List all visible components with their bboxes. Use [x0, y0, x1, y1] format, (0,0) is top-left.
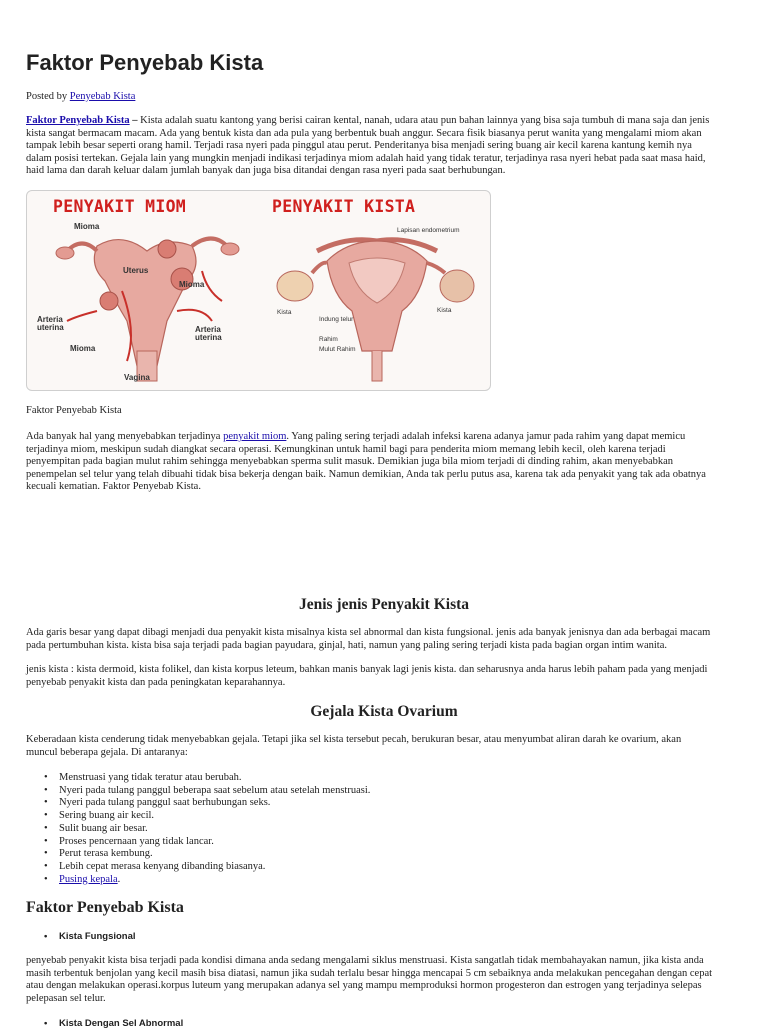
- label-endometrium: Lapisan endometrium: [397, 227, 460, 234]
- para2-start: Ada banyak hal yang menyebabkan terjadinya: [26, 431, 224, 442]
- label-kista-left: Kista: [277, 309, 292, 316]
- miom-uterus-drawing: [56, 239, 239, 382]
- paragraph-line: muncul beberapa gejala. Di antaranya:: [26, 746, 188, 758]
- heading-jenis: Jenis jenis Penyakit Kista: [298, 596, 470, 613]
- list-item: • Lebih cepat merasa kenyang dibanding biasanya.: [26, 861, 726, 874]
- list-item-kista-sel-abnormal: • Kista Dengan Sel Abnormal: [26, 1018, 726, 1031]
- label-rahim: Rahim: [319, 336, 338, 343]
- post-meta: [26, 91, 135, 104]
- faktor-list-2: [26, 1018, 726, 1031]
- label-mulut-rahim: Mulut Rahim: [319, 346, 356, 353]
- intro-dash: –: [129, 115, 141, 126]
- list-item: • Sulit buang air besar.: [26, 823, 726, 836]
- intro-line: haid lama dan darah keluar dalam jumlah banyak dan juga bisa ditandai dengan rasa nyeri pada saat berhubungan.: [26, 165, 506, 177]
- paragraph-line: terjadinya miom, meskipun sudah diangkat secara operasi. Kemungkinan untuk hamil bagi para penderita miom memang lebih kecil, oleh karena terjadi: [26, 443, 666, 455]
- paragraph-line: Ada garis besar yang dapat dibagi menjadi dua penyakit kista misalnya kista sel abnormal dan kista fungsional. jenis ada banyak jenisnya dan ada berbagai macam: [26, 627, 711, 638]
- list-item: • Perut terasa kembung.: [26, 848, 726, 861]
- paragraph-miom: [26, 431, 766, 494]
- list-item-suffix: .: [117, 873, 121, 885]
- paragraph-line: masih terbentuk benjolan yang kecil masih bisa diatasi, namun jika sudah terlalu besar hingga mencapai 5 cm sebaiknya anda melakukan pencegahan dengan cepat: [26, 967, 713, 979]
- intro-line: tampak lebih besar seperti orang hamil. Terjadi rasa nyeri pada pinggul atau perut. Penderitanya bisa menjadi sering buang air kecil karena kantung kemih nya: [26, 140, 692, 152]
- label-kista-right: Kista: [437, 307, 452, 314]
- list-item: [26, 874, 726, 887]
- pusing-kepala-link[interactable]: Pusing kepala: [59, 873, 118, 885]
- figure-caption: Faktor Penyebab Kista: [26, 405, 122, 416]
- paragraph-line: jenis kista : kista dermoid, kista folikel, dan kista korpus leteum, bahkan manis banyak lagi jenis kista. dan seharusnya anda harus lebih paham pada yang menjadi: [26, 664, 708, 675]
- list-item: • Nyeri pada tulang panggul saat berhubungan seks.: [26, 797, 726, 810]
- para2-line1-rest: . Yang paling sering terjadi adalah infeksi karena adanya jamur pada rahim yang dapat memicu: [286, 431, 686, 442]
- page-title: Faktor Penyebab Kista: [26, 50, 264, 75]
- label-arteria-left: Arteria uterina: [37, 315, 64, 332]
- list-item: • Sering buang air kecil.: [26, 810, 726, 823]
- label-mioma-top: Mioma: [74, 222, 100, 231]
- penyakit-miom-link[interactable]: penyakit miom: [223, 431, 287, 442]
- uterus-illustration: [26, 190, 491, 391]
- figure-title-miom: PENYAKIT MIOM: [53, 197, 187, 216]
- posted-by-label: Posted by: [26, 91, 70, 102]
- uterus-diagram-svg: [27, 191, 490, 390]
- paragraph-line: kecuali kematian. Faktor Penyebab Kista.: [26, 481, 201, 493]
- label-indung-telur: Indung telur: [319, 316, 354, 323]
- intro-line: dalam posisi tertekan. Gejala lain yang mungkin menjadi indikasi terjadinya miom adalah haid yang tidak teratur, terjadinya rasa nyeri hebat pada saat masa haid,: [26, 152, 706, 164]
- intro-paragraph: [26, 115, 766, 178]
- paragraph-line: pada pertumbuhan kista. kista bisa saja terjadi pada bagian payudara, ginjal, hati, namun yang paling sering terjadi kista pada bagian organ intim wanita.: [26, 639, 667, 651]
- intro-title-link[interactable]: Faktor Penyebab Kista: [26, 115, 130, 126]
- author-link[interactable]: Penyebab Kista: [69, 91, 136, 102]
- paragraph-line: atau dengan melakukan operasi.korpus luteum yang merupakan adanya sel yang mampu memproduksi hormon progesteron dan estrogen yang terjadinya selepas: [26, 980, 702, 992]
- label-uterus: Uterus: [123, 266, 149, 275]
- paragraph-faktor: [26, 955, 766, 1005]
- heading-faktor: Faktor Penyebab Kista: [26, 899, 184, 916]
- paragraph-jenis-2: [26, 664, 766, 689]
- list-item: • Proses pencernaan yang tidak lancar.: [26, 836, 726, 849]
- list-item-kista-fungsional: • Kista Fungsional: [26, 931, 726, 944]
- paragraph-line: penyebab penyakit kista dan pada peningkatan keparahannya.: [26, 676, 286, 688]
- paragraph-gejala-intro: [26, 734, 766, 759]
- figure-title-kista: PENYAKIT KISTA: [272, 197, 416, 216]
- intro-line: [26, 115, 766, 128]
- label-vagina: Vagina: [124, 373, 150, 382]
- paragraph-line: penyebab penyakit kista bisa terjadi pada kondisi dimana anda sedang mengalami siklus menstruasi. Kista sangatlah tidak membahayakan namun, jika kista anda: [26, 955, 704, 966]
- paragraph-line: pelepasan sel telur.: [26, 992, 106, 1004]
- paragraph-line: [26, 431, 766, 444]
- symptom-list: [26, 772, 726, 886]
- list-item: • Menstruasi yang tidak teratur atau berubah.: [26, 772, 726, 785]
- heading-gejala: Gejala Kista Ovarium: [310, 703, 458, 720]
- list-item: • Nyeri pada tulang panggul beberapa saat sebelum atau setelah menstruasi.: [26, 785, 726, 798]
- label-arteria-right: Arteria uterina: [195, 325, 222, 342]
- intro-text: Kista adalah suatu kantong yang berisi cairan kental, nanah, udara atau pun bahan lainnya yang bisa saja tumbuh di mana saja dan jenis: [140, 115, 710, 126]
- label-mioma-right: Mioma: [179, 280, 205, 289]
- paragraph-jenis-1: [26, 627, 766, 652]
- intro-line: kista sangat bermacam macam. Ada yang bentuk kista dan ada pula yang berbentuk buah anggur. Secara fisik biasanya perut wanita yang mengalami miom akan: [26, 127, 702, 139]
- paragraph-line: penempelan sel telur yang telah dibuahi tidak bisa bekerja dengan baik. Namun demikian, Anda tak perlu putus asa, karena tak ada penyakit yang tak ada obatnya: [26, 468, 706, 480]
- paragraph-line: Keberadaan kista cenderung tidak menyebabkan gejala. Tetapi jika sel kista tersebut pecah, berukuran besar, atau menyumbat aliran darah ke ovarium, akan: [26, 734, 682, 745]
- faktor-list-1: [26, 931, 726, 944]
- label-mioma-bottom: Mioma: [70, 344, 96, 353]
- paragraph-line: penyempitan pada bagian mulut rahim sehingga menyebabkan sperma sulit masuk. Demikian juga bila miom terjadi di dinding rahim, akan menyebabkan: [26, 456, 674, 468]
